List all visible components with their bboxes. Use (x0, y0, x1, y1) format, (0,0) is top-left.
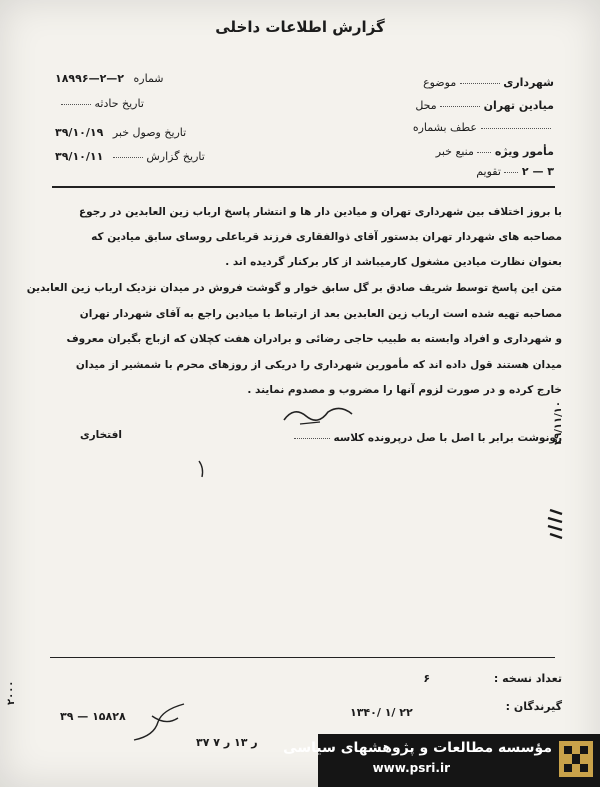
dotted-leader (61, 104, 91, 105)
meta-location (415, 99, 560, 112)
institute-name: مؤسسه مطالعات و پژوهشهای سیاسی (283, 740, 552, 756)
signature-scribble (280, 400, 360, 430)
received-stamp-mark (540, 440, 570, 550)
body-line-1: با بروز اختلاف بین شهرداری تهران و میادین دار ها و انتشار پاسخ ارباب زین العابدین در رجوع (78, 206, 562, 218)
footer-signature (122, 696, 192, 752)
meta-source (436, 145, 560, 158)
meta-evaluation-value: ۳ — ۲ (521, 165, 554, 178)
receivers-label: گیرندگان : (505, 700, 562, 713)
meta-location-value: میادین تهران (483, 99, 554, 112)
dotted-leader (477, 152, 491, 153)
body-line-7: میدان هستند قول داده اند که مأمورین شهرداری را دریکی از روزهای محرم با شمشیر از میدان (75, 359, 562, 371)
receivers (506, 700, 562, 713)
meta-subject (423, 76, 560, 89)
meta-incident-date (55, 97, 144, 110)
body-line-8: خارج کرده و در صورت لزوم آنها را مضروب و مصدوم نمایند . (247, 384, 562, 396)
footer-divider (50, 657, 555, 658)
meta-reference (413, 121, 560, 134)
meta-receipt-date-value: ۳۹/۱۰/۱۹ (55, 126, 104, 139)
header-divider (52, 186, 555, 188)
meta-source-value: مأمور ویژه (494, 145, 554, 158)
copies-label: تعداد نسخه : (493, 672, 562, 685)
body-line-4: متن این پاسخ توسط شریف صادق بر گل سابق خوار و گوشت فروش در میدان نزدیک ارباب زین العابدین (26, 282, 562, 294)
dotted-leader (460, 83, 500, 84)
meta-number (55, 72, 164, 85)
meta-reference-label: عطف بشماره (412, 121, 477, 134)
meta-incident-date-label: تاریخ حادثه (94, 97, 144, 110)
dotted-leader (113, 157, 143, 158)
meta-evaluation (476, 165, 560, 178)
meta-report-date (55, 150, 205, 163)
cc-line (294, 433, 562, 444)
copies-count (423, 672, 562, 685)
dotted-leader (440, 106, 480, 107)
footer-ref-code: ۳۷ ر ۱۳ ر ۷ (196, 736, 258, 749)
meta-number-value: ۲—۲—۱۸۹۹۶ (55, 72, 125, 85)
meta-receipt-date (55, 126, 186, 139)
footer-ref-number: ۳۹ — ۱۵۸۲۸ (60, 710, 126, 723)
institute-logo-icon (558, 740, 594, 778)
pen-mark (196, 458, 208, 480)
meta-location-label: محل (415, 99, 437, 112)
meta-evaluation-label: تقویم (476, 165, 501, 178)
meta-source-label: منبع خبر (435, 145, 474, 158)
copies-value: ۶ (423, 672, 431, 685)
body-line-2: مصاحبه های شهردار تهران بدستور آقای ذوالفقاری فرزند قرباعلی روسای سابق میادین که (91, 231, 562, 243)
dotted-leader (294, 438, 330, 439)
meta-report-date-label: تاریخ گزارش (146, 150, 205, 163)
meta-receipt-date-label: تاریخ وصول خبر (112, 126, 187, 139)
body-line-5: مصاحبه تهیه شده است ارباب زین العابدین بعد از ارتباط با میادین راجع به آقای شهردار تهران (79, 308, 562, 320)
institute-url[interactable]: www.psri.ir (372, 761, 450, 775)
dotted-leader (481, 128, 551, 129)
meta-report-date-value: ۳۹/۱۰/۱۱ (55, 150, 104, 163)
bottom-left-note: ۲۰۰۰ (6, 680, 17, 705)
report-title: گزارش اطلاعات داخلی (215, 18, 385, 36)
body-line-3: بعنوان نظارت میادین مشغول کارمیباشد از کار برکنار گردیده اند . (225, 256, 562, 268)
institute-brand-banner (283, 734, 600, 787)
meta-number-label: شماره (133, 72, 164, 85)
signatory-name: افتخاری (80, 429, 122, 441)
cc-text: رونوشت برابر با اصل با صل درپرونده کلاسه (333, 432, 562, 444)
meta-subject-value: شهرداری (503, 76, 554, 89)
body-line-6: و شهرداری و افراد وابسته به طبیب حاجی رضائی و برادران هفت کچلان که ازباج بگیران معروف (66, 333, 562, 345)
footer-date: ۱۳۴۰/ ۱/ ۲۲ (350, 706, 413, 719)
side-number: ۳۹/۱۱/۱۰ (553, 401, 564, 445)
meta-subject-label: موضوع (423, 76, 457, 89)
dotted-leader (504, 172, 518, 173)
